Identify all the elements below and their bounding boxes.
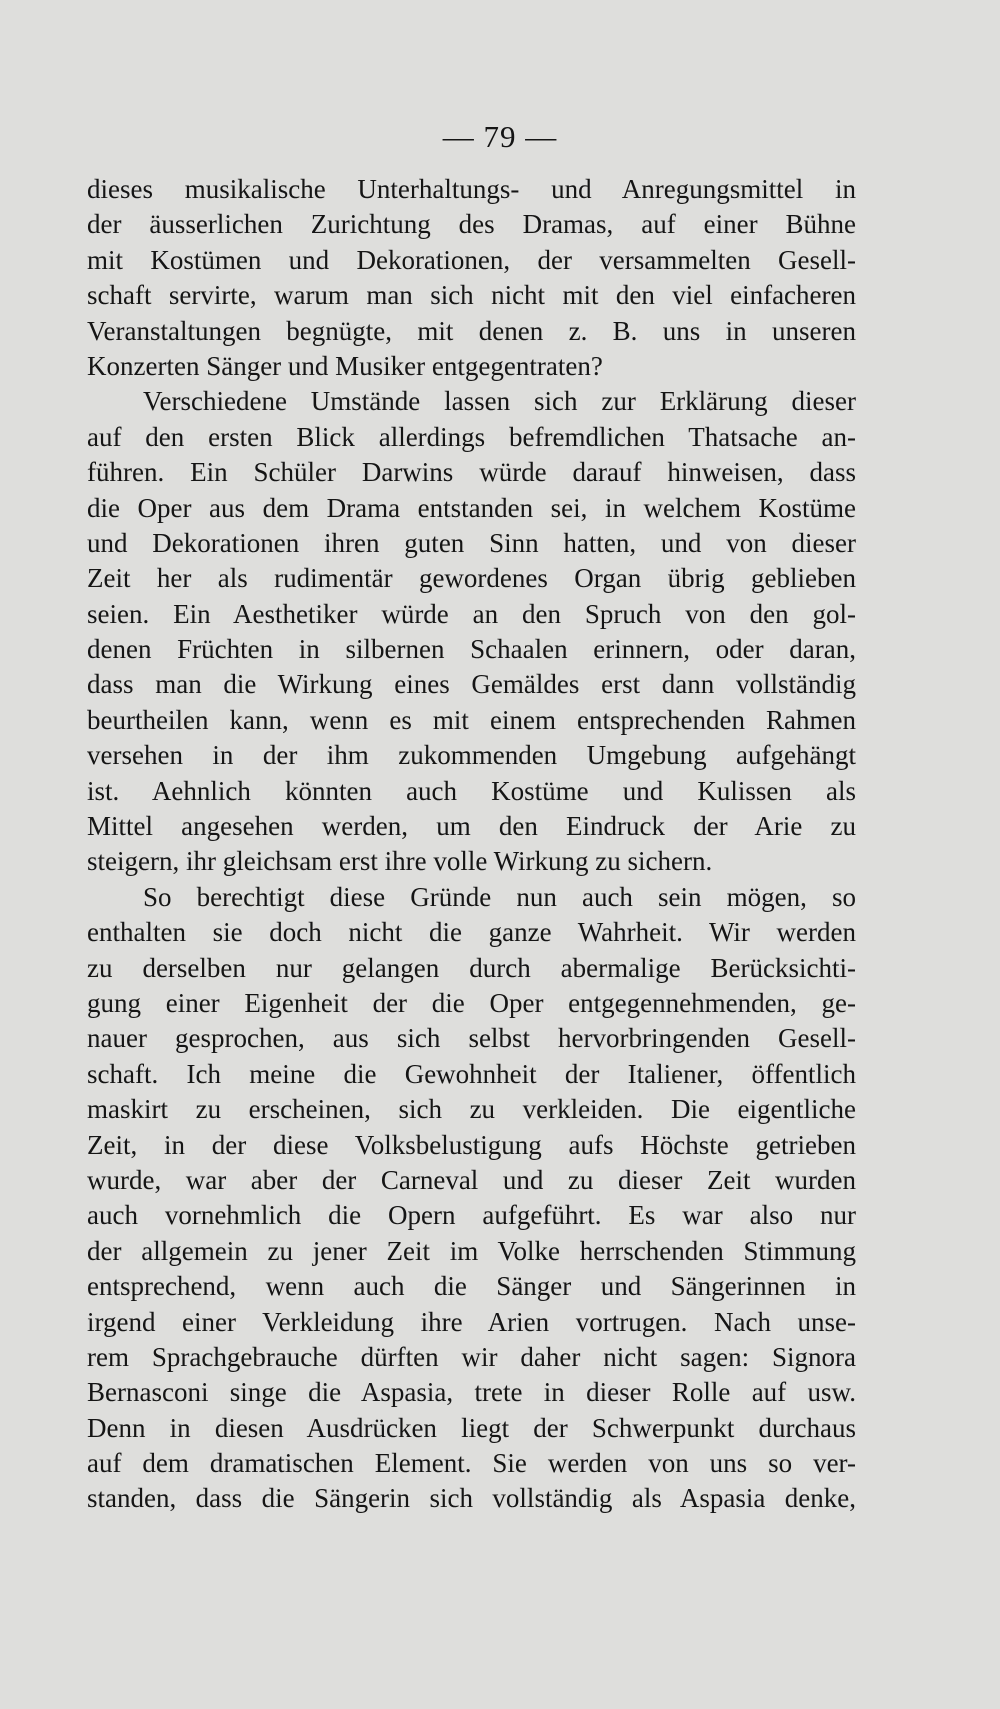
text-line: So berechtigt diese Gründe nun auch sein mögen, so <box>143 881 856 912</box>
text-line: wurde, war aber der Carneval und zu dieser Zeit wurden <box>87 1164 856 1195</box>
text-line: maskirt zu erscheinen, sich zu verkleiden. Die eigentliche <box>87 1094 856 1125</box>
text-line: irgend einer Verkleidung ihre Arien vortrugen. Nach unse- <box>87 1306 856 1337</box>
text-line: denen Früchten in silbernen Schaalen erinnern, oder daran, <box>87 634 856 665</box>
text-line: zu derselben nur gelangen durch abermalige Berücksichti- <box>87 952 856 983</box>
text-line: standen, dass die Sängerin sich vollständig als Aspasia denke, <box>87 1483 856 1514</box>
text-line: dass man die Wirkung eines Gemäldes erst dann vollständig <box>87 669 856 700</box>
text-line: Denn in diesen Ausdrücken liegt der Schwerpunkt durchaus <box>87 1412 856 1443</box>
body-text <box>87 172 856 1517</box>
text-line: auf den ersten Blick allerdings befremdlichen Thatsache an- <box>87 421 856 452</box>
text-line: Zeit, in der diese Volksbelustigung aufs Höchste getrieben <box>87 1129 856 1160</box>
text-line: rem Sprachgebrauche dürften wir daher nicht sagen: Signora <box>87 1341 856 1372</box>
text-line: versehen in der ihm zukommenden Umgebung aufgehängt <box>87 740 856 771</box>
text-line: Veranstaltungen begnügte, mit denen z. B. uns in unseren <box>87 315 856 346</box>
text-line: nauer gesprochen, aus sich selbst hervorbringenden Gesell- <box>87 1023 856 1054</box>
text-line: entsprechend, wenn auch die Sänger und Sängerinnen in <box>87 1271 856 1302</box>
text-line: Bernasconi singe die Aspasia, trete in dieser Rolle auf usw. <box>87 1377 856 1408</box>
text-line: führen. Ein Schüler Darwins würde darauf hinweisen, dass <box>87 457 856 488</box>
text-line: mit Kostümen und Dekorationen, der versammelten Gesell- <box>87 244 856 275</box>
text-line: gung einer Eigenheit der die Oper entgegennehmenden, ge- <box>87 987 856 1018</box>
text-line: Zeit her als rudimentär gewordenes Organ übrig geblieben <box>87 563 856 594</box>
text-line: enthalten sie doch nicht die ganze Wahrheit. Wir werden <box>87 917 856 948</box>
text-line: Mittel angesehen werden, um den Eindruck der Arie zu <box>87 811 856 842</box>
text-line: dieses musikalische Unterhaltungs- und Anregungsmittel in <box>87 174 856 204</box>
text-line: die Oper aus dem Drama entstanden sei, in welchem Kostüme <box>87 492 856 523</box>
text-line: der allgemein zu jener Zeit im Volke herrschenden Stimmung <box>87 1235 856 1266</box>
text-line: ist. Aehnlich könnten auch Kostüme und Kulissen als <box>87 775 856 806</box>
text-line: auf dem dramatischen Element. Sie werden von uns so ver- <box>87 1448 856 1479</box>
text-line: Konzerten Sänger und Musiker entgegentraten? <box>87 350 603 381</box>
text-line: steigern, ihr gleichsam erst ihre volle Wirkung zu sichern. <box>87 846 713 877</box>
text-line: seien. Ein Aesthetiker würde an den Spruch von den gol- <box>87 598 856 629</box>
text-line: schaft. Ich meine die Gewohnheit der Italiener, öffentlich <box>87 1058 856 1089</box>
text-line: beurtheilen kann, wenn es mit einem entsprechenden Rahmen <box>87 704 856 735</box>
text-line: Verschiedene Umstände lassen sich zur Erklärung dieser <box>143 386 856 417</box>
text-line: schaft servirte, warum man sich nicht mit den viel einfacheren <box>87 280 856 311</box>
text-line: und Dekorationen ihren guten Sinn hatten, und von dieser <box>87 527 856 558</box>
text-line: der äusserlichen Zurichtung des Dramas, auf einer Bühne <box>87 209 856 240</box>
text-line: auch vornehmlich die Opern aufgeführt. Es war also nur <box>87 1200 856 1231</box>
page-number: — 79 — <box>442 119 558 154</box>
